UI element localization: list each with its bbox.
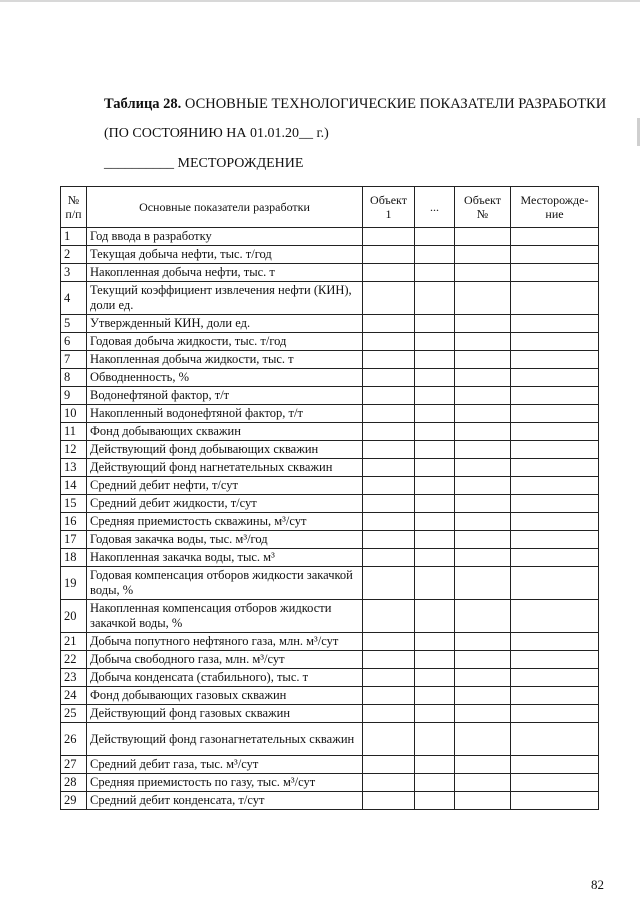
row-indicator-label: Текущая добыча нефти, тыс. т/год (87, 246, 363, 264)
row-indicator-label: Добыча свободного газа, млн. м³/сут (87, 651, 363, 669)
cell-ellipsis (415, 423, 455, 441)
row-indicator-label: Накопленная закачка воды, тыс. м³ (87, 549, 363, 567)
cell-field (511, 351, 599, 369)
row-indicator-label: Фонд добывающих скважин (87, 423, 363, 441)
cell-ellipsis (415, 723, 455, 756)
row-number: 8 (61, 369, 87, 387)
cell-object-1 (363, 549, 415, 567)
cell-field (511, 228, 599, 246)
row-indicator-label: Средняя приемистость по газу, тыс. м³/сут (87, 774, 363, 792)
table-row (61, 792, 599, 810)
cell-field (511, 756, 599, 774)
cell-field (511, 441, 599, 459)
cell-object-1 (363, 387, 415, 405)
header-object-n: Объект № (455, 187, 511, 228)
row-number: 21 (61, 633, 87, 651)
cell-ellipsis (415, 405, 455, 423)
row-indicator-label: Год ввода в разработку (87, 228, 363, 246)
cell-ellipsis (415, 774, 455, 792)
table-row (61, 723, 599, 756)
table-header-row (61, 187, 599, 228)
cell-ellipsis (415, 387, 455, 405)
table-row (61, 315, 599, 333)
cell-field (511, 669, 599, 687)
row-number: 26 (61, 723, 87, 756)
cell-field (511, 333, 599, 351)
cell-ellipsis (415, 705, 455, 723)
cell-ellipsis (415, 282, 455, 315)
cell-object-1 (363, 513, 415, 531)
row-indicator-label: Накопленная добыча жидкости, тыс. т (87, 351, 363, 369)
table-caption-label: Таблица 28. (104, 96, 182, 112)
cell-object-1 (363, 756, 415, 774)
row-indicator-label: Годовая закачка воды, тыс. м³/год (87, 531, 363, 549)
cell-object-n (455, 774, 511, 792)
cell-object-n (455, 600, 511, 633)
table-row (61, 477, 599, 495)
row-indicator-label: Накопленный водонефтяной фактор, т/т (87, 405, 363, 423)
cell-field (511, 774, 599, 792)
row-number: 24 (61, 687, 87, 705)
cell-object-1 (363, 264, 415, 282)
cell-field (511, 549, 599, 567)
cell-field (511, 567, 599, 600)
cell-ellipsis (415, 567, 455, 600)
cell-object-1 (363, 633, 415, 651)
table-row (61, 387, 599, 405)
table-row (61, 633, 599, 651)
row-number: 25 (61, 705, 87, 723)
cell-ellipsis (415, 513, 455, 531)
cell-object-1 (363, 315, 415, 333)
row-number: 5 (61, 315, 87, 333)
cell-object-n (455, 756, 511, 774)
row-indicator-label: Средняя приемистость скважины, м³/сут (87, 513, 363, 531)
cell-field (511, 423, 599, 441)
table-row (61, 651, 599, 669)
row-indicator-label: Средний дебит нефти, т/сут (87, 477, 363, 495)
cell-object-1 (363, 369, 415, 387)
table-caption-text: ОСНОВНЫЕ ТЕХНОЛОГИЧЕСКИЕ ПОКАЗАТЕЛИ РАЗРАБОТКИ (184, 96, 607, 112)
row-number: 23 (61, 669, 87, 687)
cell-object-1 (363, 531, 415, 549)
cell-object-n (455, 495, 511, 513)
table-caption (104, 96, 606, 113)
cell-object-n (455, 387, 511, 405)
cell-object-1 (363, 723, 415, 756)
cell-field (511, 459, 599, 477)
row-number: 1 (61, 228, 87, 246)
table-row (61, 351, 599, 369)
cell-object-1 (363, 792, 415, 810)
cell-object-n (455, 246, 511, 264)
cell-ellipsis (415, 792, 455, 810)
row-indicator-label: Утвержденный КИН, доли ед. (87, 315, 363, 333)
cell-object-1 (363, 282, 415, 315)
row-number: 18 (61, 549, 87, 567)
cell-object-n (455, 333, 511, 351)
cell-field (511, 246, 599, 264)
cell-object-n (455, 513, 511, 531)
cell-object-n (455, 423, 511, 441)
table-row (61, 282, 599, 315)
cell-ellipsis (415, 369, 455, 387)
cell-field (511, 633, 599, 651)
cell-ellipsis (415, 246, 455, 264)
table-row (61, 246, 599, 264)
cell-field (511, 723, 599, 756)
row-indicator-label: Действующий фонд нагнетательных скважин (87, 459, 363, 477)
row-number: 27 (61, 756, 87, 774)
row-indicator-label: Средний дебит жидкости, т/сут (87, 495, 363, 513)
row-number: 12 (61, 441, 87, 459)
row-number: 16 (61, 513, 87, 531)
row-indicator-label: Добыча попутного нефтяного газа, млн. м³/сут (87, 633, 363, 651)
row-number: 6 (61, 333, 87, 351)
cell-field (511, 387, 599, 405)
page-number: 82 (591, 877, 604, 892)
row-indicator-label: Годовая добыча жидкости, тыс. т/год (87, 333, 363, 351)
cell-field (511, 264, 599, 282)
header-num: № п/п (61, 187, 87, 228)
row-indicator-label: Средний дебит газа, тыс. м³/сут (87, 756, 363, 774)
cell-object-1 (363, 495, 415, 513)
header-ellipsis: ... (415, 187, 455, 228)
table-row (61, 687, 599, 705)
row-number: 20 (61, 600, 87, 633)
cell-field (511, 513, 599, 531)
table-row (61, 567, 599, 600)
cell-ellipsis (415, 651, 455, 669)
cell-ellipsis (415, 669, 455, 687)
row-indicator-label: Действующий фонд газовых скважин (87, 705, 363, 723)
cell-object-n (455, 669, 511, 687)
table-row (61, 495, 599, 513)
top-border (0, 0, 640, 2)
cell-ellipsis (415, 531, 455, 549)
cell-object-n (455, 792, 511, 810)
row-indicator-label: Текущий коэффициент извлечения нефти (КИН), доли ед. (87, 282, 363, 315)
cell-field (511, 600, 599, 633)
table-row (61, 441, 599, 459)
table-row (61, 756, 599, 774)
indicators-table (60, 186, 599, 810)
table-row (61, 405, 599, 423)
cell-field (511, 315, 599, 333)
row-indicator-label: Действующий фонд газонагнетательных скважин (87, 723, 363, 756)
table-row (61, 513, 599, 531)
table-row (61, 423, 599, 441)
cell-field (511, 651, 599, 669)
cell-ellipsis (415, 687, 455, 705)
row-indicator-label: Водонефтяной фактор, т/т (87, 387, 363, 405)
row-number: 29 (61, 792, 87, 810)
table-row (61, 228, 599, 246)
cell-object-n (455, 567, 511, 600)
row-number: 4 (61, 282, 87, 315)
cell-object-1 (363, 228, 415, 246)
cell-ellipsis (415, 315, 455, 333)
row-indicator-label: Накопленная добыча нефти, тыс. т (87, 264, 363, 282)
row-indicator-label: Накопленная компенсация отборов жидкости закачкой воды, % (87, 600, 363, 633)
cell-field (511, 792, 599, 810)
cell-object-n (455, 723, 511, 756)
cell-field (511, 531, 599, 549)
cell-object-1 (363, 441, 415, 459)
cell-object-1 (363, 477, 415, 495)
row-number: 28 (61, 774, 87, 792)
cell-object-n (455, 687, 511, 705)
cell-ellipsis (415, 441, 455, 459)
table-row (61, 369, 599, 387)
cell-ellipsis (415, 333, 455, 351)
row-number: 10 (61, 405, 87, 423)
cell-field (511, 495, 599, 513)
cell-object-1 (363, 705, 415, 723)
cell-object-n (455, 477, 511, 495)
cell-object-1 (363, 669, 415, 687)
cell-object-1 (363, 405, 415, 423)
row-number: 19 (61, 567, 87, 600)
table-row (61, 549, 599, 567)
table-row (61, 333, 599, 351)
cell-object-n (455, 405, 511, 423)
header-indicator: Основные показатели разработки (87, 187, 363, 228)
table-row (61, 774, 599, 792)
cell-object-1 (363, 351, 415, 369)
table-row (61, 705, 599, 723)
table-subtitle: (ПО СОСТОЯНИЮ НА 01.01.20__ г.) (104, 126, 329, 141)
row-number: 22 (61, 651, 87, 669)
cell-object-n (455, 459, 511, 477)
cell-object-1 (363, 246, 415, 264)
cell-field (511, 369, 599, 387)
header-field: Месторожде-ние (511, 187, 599, 228)
table-row (61, 531, 599, 549)
table-row (61, 600, 599, 633)
cell-object-1 (363, 459, 415, 477)
cell-object-1 (363, 567, 415, 600)
cell-ellipsis (415, 459, 455, 477)
cell-object-1 (363, 687, 415, 705)
cell-field (511, 405, 599, 423)
row-indicator-label: Действующий фонд добывающих скважин (87, 441, 363, 459)
table-row (61, 264, 599, 282)
cell-object-n (455, 633, 511, 651)
cell-field (511, 687, 599, 705)
cell-field (511, 477, 599, 495)
cell-ellipsis (415, 228, 455, 246)
cell-field (511, 282, 599, 315)
row-number: 11 (61, 423, 87, 441)
cell-object-n (455, 705, 511, 723)
row-number: 7 (61, 351, 87, 369)
row-indicator-label: Обводненность, % (87, 369, 363, 387)
row-number: 17 (61, 531, 87, 549)
cell-object-n (455, 369, 511, 387)
cell-ellipsis (415, 477, 455, 495)
table-row (61, 459, 599, 477)
cell-object-n (455, 441, 511, 459)
cell-ellipsis (415, 549, 455, 567)
cell-ellipsis (415, 600, 455, 633)
row-number: 3 (61, 264, 87, 282)
header-object-1: Объект 1 (363, 187, 415, 228)
cell-ellipsis (415, 633, 455, 651)
cell-object-n (455, 264, 511, 282)
cell-ellipsis (415, 264, 455, 282)
row-indicator-label: Средний дебит конденсата, т/сут (87, 792, 363, 810)
row-number: 13 (61, 459, 87, 477)
cell-object-n (455, 549, 511, 567)
row-number: 9 (61, 387, 87, 405)
cell-object-1 (363, 423, 415, 441)
cell-ellipsis (415, 351, 455, 369)
cell-object-n (455, 651, 511, 669)
row-indicator-label: Фонд добывающих газовых скважин (87, 687, 363, 705)
cell-object-1 (363, 651, 415, 669)
cell-ellipsis (415, 756, 455, 774)
field-name-line: __________ МЕСТОРОЖДЕНИЕ (104, 156, 304, 171)
cell-object-n (455, 531, 511, 549)
cell-field (511, 705, 599, 723)
cell-object-n (455, 282, 511, 315)
cell-object-n (455, 228, 511, 246)
row-number: 14 (61, 477, 87, 495)
cell-object-n (455, 351, 511, 369)
cell-object-1 (363, 774, 415, 792)
row-number: 2 (61, 246, 87, 264)
cell-object-1 (363, 333, 415, 351)
row-indicator-label: Добыча конденсата (стабильного), тыс. т (87, 669, 363, 687)
row-number: 15 (61, 495, 87, 513)
cell-object-1 (363, 600, 415, 633)
cell-ellipsis (415, 495, 455, 513)
row-indicator-label: Годовая компенсация отборов жидкости закачкой воды, % (87, 567, 363, 600)
table-row (61, 669, 599, 687)
cell-object-n (455, 315, 511, 333)
